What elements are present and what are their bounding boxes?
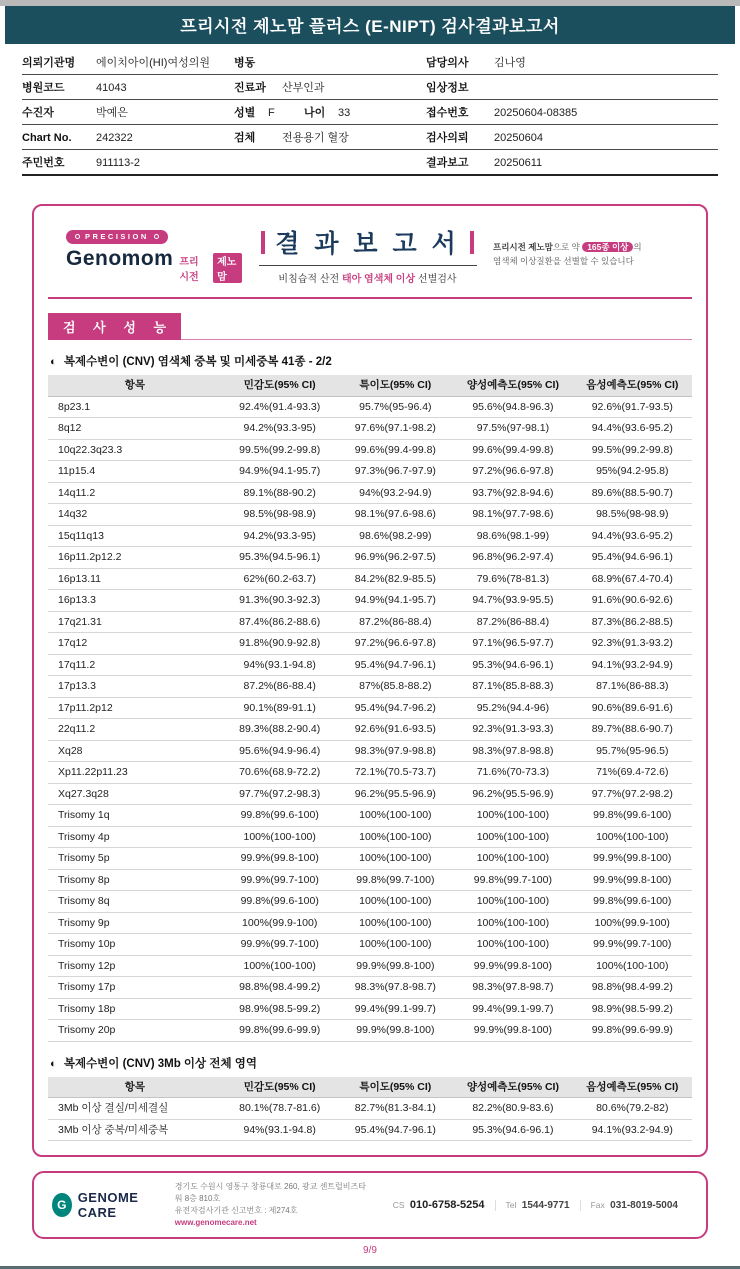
column-header: 항목	[48, 1077, 222, 1098]
row-value: 98.6%(98.2-99)	[338, 525, 454, 547]
row-value: 100%(100-100)	[338, 848, 454, 870]
tel-label: Tel	[505, 1199, 517, 1210]
row-value: 99.9%(99.8-100)	[453, 955, 572, 977]
section-header-row	[48, 313, 692, 340]
patient-info-row	[22, 50, 718, 75]
row-item-name: 16p11.2p12.2	[48, 547, 222, 569]
row-item-name: 17p13.3	[48, 676, 222, 698]
precision-badge-text: PRECISION	[85, 232, 149, 241]
table-row	[48, 826, 692, 848]
row-value: 100%(100-100)	[453, 912, 572, 934]
row-value: 98.3%(97.8-98.8)	[453, 740, 572, 762]
row-value: 82.7%(81.3-84.1)	[338, 1098, 454, 1120]
dot-icon	[75, 234, 80, 239]
row-value: 72.1%(70.5-73.7)	[338, 762, 454, 784]
row-value: 90.1%(89-91.1)	[222, 697, 338, 719]
row-value: 100%(100-100)	[338, 891, 454, 913]
row-value: 99.9%(99.8-100)	[222, 848, 338, 870]
label-age: 나이	[304, 107, 326, 119]
page-number: 9/9	[363, 1245, 377, 1256]
row-value: 99.8%(99.7-100)	[338, 869, 454, 891]
address-line2: 유전자검사기관 신고번호 : 제274호	[174, 1206, 298, 1215]
row-value: 95%(94.2-95.8)	[573, 461, 692, 483]
row-value: 97.3%(96.7-97.9)	[338, 461, 454, 483]
note-mid: 으로 약	[552, 241, 583, 252]
row-value: 97.7%(97.2-98.3)	[222, 783, 338, 805]
value-sex: F	[268, 107, 275, 119]
row-item-name: 8q12	[48, 418, 222, 440]
label-department: 진료과	[234, 82, 266, 94]
label-hospital-code: 병원코드	[22, 82, 65, 94]
row-value: 87.1%(86-88.3)	[573, 676, 692, 698]
cs-contact	[383, 1199, 495, 1211]
row-item-name: 10q22.3q23.3	[48, 439, 222, 461]
patient-info-row	[22, 100, 718, 125]
row-value: 94.4%(93.6-95.2)	[573, 525, 692, 547]
table-row	[48, 977, 692, 999]
report-header	[48, 216, 692, 299]
row-value: 84.2%(82.9-85.5)	[338, 568, 454, 590]
row-value: 100%(100-100)	[573, 955, 692, 977]
report-subtitle	[259, 265, 477, 285]
cnv-table-body	[48, 396, 692, 1041]
report-title: 프리시전 제노맘 플러스 (E-NIPT) 검사결과보고서	[180, 17, 560, 36]
row-value: 100%(100-100)	[338, 805, 454, 827]
label-jumin: 주민번호	[22, 157, 65, 169]
label-report-date: 결과보고	[426, 157, 469, 169]
row-value: 99.9%(99.8-100)	[338, 1020, 454, 1042]
table-row	[48, 934, 692, 956]
row-value: 100%(100-100)	[453, 934, 572, 956]
row-value: 91.6%(90.6-92.6)	[573, 590, 692, 612]
table-row	[48, 1020, 692, 1042]
note-line2: 염색체 이상질환을 선별할 수 있습니다	[493, 255, 634, 266]
table-header-row	[48, 375, 692, 396]
table-row	[48, 439, 692, 461]
table-row	[48, 633, 692, 655]
row-item-name: 17q12	[48, 633, 222, 655]
row-value: 91.3%(90.3-92.3)	[222, 590, 338, 612]
row-item-name: 17p11.2p12	[48, 697, 222, 719]
row-value: 100%(100-100)	[453, 848, 572, 870]
row-value: 94.7%(93.9-95.5)	[453, 590, 572, 612]
row-value: 70.6%(68.9-72.2)	[222, 762, 338, 784]
row-value: 92.3%(91.3-93.2)	[573, 633, 692, 655]
brand-korean-2: 제노맘	[213, 253, 242, 283]
row-value: 92.6%(91.6-93.5)	[338, 719, 454, 741]
row-value: 87.2%(86-88.4)	[222, 676, 338, 698]
row-value: 90.6%(89.6-91.6)	[573, 697, 692, 719]
company-website: www.genomecare.net	[174, 1218, 257, 1227]
row-value: 100%(99.9-100)	[222, 912, 338, 934]
row-value: 99.9%(99.8-100)	[453, 1020, 572, 1042]
cnv-table-caption	[50, 353, 692, 369]
row-value: 99.6%(99.4-99.8)	[338, 439, 454, 461]
row-value: 98.5%(98-98.9)	[222, 504, 338, 526]
row-value: 92.4%(91.4-93.3)	[222, 396, 338, 418]
cs-label: CS	[392, 1200, 405, 1210]
row-value: 98.3%(97.9-98.8)	[338, 740, 454, 762]
row-item-name: 17q11.2	[48, 654, 222, 676]
value-report-date: 20250611	[494, 157, 543, 169]
value-chart-no: 242322	[96, 132, 133, 144]
table-row	[48, 891, 692, 913]
cnv-performance-table	[48, 375, 692, 1042]
tel-number: 1544-9771	[521, 1199, 570, 1211]
brand-korean-1: 프리시전	[179, 257, 199, 283]
label-specimen: 검체	[234, 132, 256, 144]
row-value: 99.8%(99.6-100)	[222, 891, 338, 913]
row-value: 100%(100-100)	[453, 826, 572, 848]
row-value: 94.1%(93.2-94.9)	[573, 654, 692, 676]
column-header: 민감도(95% CI)	[222, 375, 338, 396]
row-value: 87.3%(86.2-88.5)	[573, 611, 692, 633]
section-title-test-performance: 검 사 성 능	[48, 313, 181, 340]
company-name: GENOME CARE	[77, 1190, 139, 1220]
table-row	[48, 568, 692, 590]
patient-info-row	[22, 125, 718, 150]
row-item-name: Trisomy 9p	[48, 912, 222, 934]
label-sex: 성별	[234, 107, 256, 119]
table-row	[48, 805, 692, 827]
table-row	[48, 1098, 692, 1120]
label-org: 의뢰기관명	[22, 57, 76, 69]
row-value: 100%(100-100)	[222, 826, 338, 848]
row-value: 96.8%(96.2-97.4)	[453, 547, 572, 569]
subtitle-highlight: 태아 염색체 이상	[341, 274, 416, 285]
dot-icon	[154, 234, 159, 239]
table-row	[48, 955, 692, 977]
row-item-name: Trisomy 12p	[48, 955, 222, 977]
row-value: 97.2%(96.6-97.8)	[453, 461, 572, 483]
row-value: 99.5%(99.2-99.8)	[573, 439, 692, 461]
row-value: 98.3%(97.8-98.7)	[453, 977, 572, 999]
column-header: 음성예측도(95% CI)	[573, 1077, 692, 1098]
genome-care-logo-icon: G	[52, 1193, 72, 1217]
row-value: 94.2%(93.3-95)	[222, 525, 338, 547]
row-item-name: 17q21.31	[48, 611, 222, 633]
address-line1: 경기도 수원시 영통구 창룡대로 260, 광교 센트럴비즈타워 8층 810호	[174, 1182, 366, 1203]
row-value: 100%(100-100)	[222, 955, 338, 977]
label-patient-name: 수진자	[22, 107, 54, 119]
patient-info-row	[22, 150, 718, 176]
row-value: 87.4%(86.2-88.6)	[222, 611, 338, 633]
row-value: 98.3%(97.8-98.7)	[338, 977, 454, 999]
value-receipt-no: 20250604-08385	[494, 107, 578, 119]
label-request-date: 검사의뢰	[426, 132, 469, 144]
row-value: 87.2%(86-88.4)	[453, 611, 572, 633]
row-item-name: Trisomy 10p	[48, 934, 222, 956]
row-value: 94.9%(94.1-95.7)	[222, 461, 338, 483]
row-value: 99.9%(99.7-100)	[222, 869, 338, 891]
row-value: 100%(100-100)	[338, 912, 454, 934]
note-165-badge: 165종 이상	[582, 242, 633, 252]
row-value: 96.9%(96.2-97.5)	[338, 547, 454, 569]
row-item-name: Trisomy 4p	[48, 826, 222, 848]
title-bar-icon	[261, 231, 265, 254]
row-value: 99.8%(99.6-100)	[573, 891, 692, 913]
row-value: 100%(100-100)	[338, 826, 454, 848]
value-doctor: 김나영	[494, 57, 526, 69]
value-jumin: 911113-2	[96, 157, 141, 169]
subtitle-post: 선별검사	[415, 274, 457, 285]
column-header: 음성예측도(95% CI)	[573, 375, 692, 396]
subtitle-pre: 비침습적 산전	[278, 274, 342, 285]
row-item-name: 14q32	[48, 504, 222, 526]
row-value: 95.3%(94.6-96.1)	[453, 654, 572, 676]
row-value: 89.3%(88.2-90.4)	[222, 719, 338, 741]
row-value: 95.4%(94.6-96.1)	[573, 547, 692, 569]
column-header: 특이도(95% CI)	[338, 375, 454, 396]
table-row	[48, 482, 692, 504]
row-value: 99.9%(99.8-100)	[338, 955, 454, 977]
row-value: 80.1%(78.7-81.6)	[222, 1098, 338, 1120]
row-value: 98.9%(98.5-99.2)	[573, 998, 692, 1020]
row-value: 99.8%(99.7-100)	[453, 869, 572, 891]
row-item-name: Xq28	[48, 740, 222, 762]
company-footer	[32, 1171, 708, 1239]
table-row	[48, 783, 692, 805]
value-specimen: 전용용기 혈장	[282, 132, 349, 144]
row-item-name: 15q11q13	[48, 525, 222, 547]
cnv-table-caption-text: 복제수변이 (CNV) 염색체 중복 및 미세중복 41종 - 2/2	[63, 356, 332, 368]
row-value: 98.8%(98.4-99.2)	[573, 977, 692, 999]
row-value: 96.2%(95.5-96.9)	[453, 783, 572, 805]
result-report-title: 결 과 보 고 서	[275, 230, 460, 258]
table-row	[48, 611, 692, 633]
row-value: 98.8%(98.4-99.2)	[222, 977, 338, 999]
row-value: 94%(93.2-94.9)	[338, 482, 454, 504]
row-value: 98.6%(98.1-99)	[453, 525, 572, 547]
row-value: 71.6%(70-73.3)	[453, 762, 572, 784]
row-value: 98.1%(97.6-98.6)	[338, 504, 454, 526]
row-value: 95.2%(94.4-96)	[453, 697, 572, 719]
cnv-3mb-table-body	[48, 1098, 692, 1141]
row-value: 80.6%(79.2-82)	[573, 1098, 692, 1120]
table-row	[48, 697, 692, 719]
precision-badge	[66, 230, 168, 244]
row-value: 82.2%(80.9-83.6)	[453, 1098, 572, 1120]
row-value: 95.4%(94.7-96.1)	[338, 654, 454, 676]
row-value: 96.2%(95.5-96.9)	[338, 783, 454, 805]
row-value: 100%(100-100)	[453, 805, 572, 827]
column-header: 양성예측도(95% CI)	[453, 375, 572, 396]
row-value: 94.4%(93.6-95.2)	[573, 418, 692, 440]
table-row	[48, 396, 692, 418]
table-row	[48, 504, 692, 526]
value-request-date: 20250604	[494, 132, 543, 144]
result-report-box	[32, 204, 708, 1157]
report-page	[0, 6, 740, 1269]
row-value: 99.8%(99.6-100)	[573, 805, 692, 827]
row-value: 99.5%(99.2-99.8)	[222, 439, 338, 461]
report-title-block	[252, 224, 483, 285]
value-org: 에이치아이(HI)여성의원	[96, 57, 210, 69]
value-hospital-code: 41043	[96, 82, 127, 94]
row-value: 97.5%(97-98.1)	[453, 418, 572, 440]
row-value: 97.1%(96.5-97.7)	[453, 633, 572, 655]
column-header: 민감도(95% CI)	[222, 1077, 338, 1098]
row-value: 100%(100-100)	[573, 826, 692, 848]
table-row	[48, 848, 692, 870]
row-value: 95.6%(94.8-96.3)	[453, 396, 572, 418]
table-row	[48, 762, 692, 784]
row-item-name: Trisomy 17p	[48, 977, 222, 999]
value-patient-name: 박예은	[96, 107, 128, 119]
fax-number: 031-8019-5004	[610, 1199, 678, 1211]
row-item-name: Xq27.3q28	[48, 783, 222, 805]
row-value: 99.6%(99.4-99.8)	[453, 439, 572, 461]
row-item-name: 3Mb 이상 결실/미세결실	[48, 1098, 222, 1120]
column-header: 특이도(95% CI)	[338, 1077, 454, 1098]
cnv-3mb-table-caption	[50, 1055, 692, 1071]
row-value: 95.3%(94.5-96.1)	[222, 547, 338, 569]
row-value: 99.9%(99.8-100)	[573, 848, 692, 870]
label-clinical-info: 임상정보	[426, 82, 469, 94]
table-header-row	[48, 1077, 692, 1098]
contact-info	[383, 1199, 688, 1211]
row-value: 68.9%(67.4-70.4)	[573, 568, 692, 590]
row-value: 94.1%(93.2-94.9)	[573, 1119, 692, 1141]
row-value: 97.6%(97.1-98.2)	[338, 418, 454, 440]
row-value: 99.8%(99.6-100)	[222, 805, 338, 827]
row-value: 98.1%(97.7-98.6)	[453, 504, 572, 526]
cnv-3mb-table-caption-text: 복제수변이 (CNV) 3Mb 이상 전체 영역	[63, 1057, 257, 1070]
row-value: 89.1%(88-90.2)	[222, 482, 338, 504]
table-row	[48, 719, 692, 741]
row-value: 87.1%(85.8-88.3)	[453, 676, 572, 698]
table-row	[48, 654, 692, 676]
fax-label: Fax	[590, 1199, 605, 1210]
brand-wordmark: Genomom	[66, 247, 174, 270]
genomom-logo	[52, 226, 242, 283]
row-value: 99.9%(99.7-100)	[573, 934, 692, 956]
row-item-name: 8p23.1	[48, 396, 222, 418]
row-item-name: 22q11.2	[48, 719, 222, 741]
column-header: 항목	[48, 375, 222, 396]
row-value: 62%(60.2-63.7)	[222, 568, 338, 590]
row-value: 99.8%(99.6-99.9)	[222, 1020, 338, 1042]
half-circle-icon: ◐	[50, 1057, 57, 1070]
row-value: 95.7%(95-96.4)	[338, 396, 454, 418]
row-value: 99.4%(99.1-99.7)	[338, 998, 454, 1020]
value-department: 산부인과	[282, 82, 325, 94]
row-value: 94.2%(93.3-95)	[222, 418, 338, 440]
row-item-name: 3Mb 이상 중복/미세중복	[48, 1119, 222, 1141]
row-item-name: 11p15.4	[48, 461, 222, 483]
row-value: 98.9%(98.5-99.2)	[222, 998, 338, 1020]
row-value: 100%(99.9-100)	[573, 912, 692, 934]
row-value: 95.6%(94.9-96.4)	[222, 740, 338, 762]
label-chart-no: Chart No.	[22, 132, 72, 144]
half-circle-icon: ◐	[50, 356, 57, 368]
row-item-name: Trisomy 8q	[48, 891, 222, 913]
fax-contact	[580, 1200, 688, 1211]
table-row	[48, 418, 692, 440]
row-value: 99.4%(99.1-99.7)	[453, 998, 572, 1020]
row-value: 99.8%(99.6-99.9)	[573, 1020, 692, 1042]
row-value: 79.6%(78-81.3)	[453, 568, 572, 590]
row-value: 94%(93.1-94.8)	[222, 654, 338, 676]
row-item-name: 14q11.2	[48, 482, 222, 504]
row-item-name: Trisomy 20p	[48, 1020, 222, 1042]
row-item-name: Trisomy 18p	[48, 998, 222, 1020]
row-value: 98.5%(98-98.9)	[573, 504, 692, 526]
row-value: 92.6%(91.7-93.5)	[573, 396, 692, 418]
tel-contact	[495, 1200, 580, 1211]
row-value: 94.9%(94.1-95.7)	[338, 590, 454, 612]
row-item-name: 16p13.3	[48, 590, 222, 612]
row-item-name: Trisomy 8p	[48, 869, 222, 891]
title-bar-icon	[470, 231, 474, 254]
row-value: 94%(93.1-94.8)	[222, 1119, 338, 1141]
row-value: 93.7%(92.8-94.6)	[453, 482, 572, 504]
table-row	[48, 590, 692, 612]
row-value: 97.7%(97.2-98.2)	[573, 783, 692, 805]
row-item-name: Xp11.22p11.23	[48, 762, 222, 784]
row-value: 71%(69.4-72.6)	[573, 762, 692, 784]
column-header: 양성예측도(95% CI)	[453, 1077, 572, 1098]
row-value: 92.3%(91.3-93.3)	[453, 719, 572, 741]
report-title-banner	[5, 6, 735, 44]
note-end: 의	[633, 241, 642, 252]
row-value: 99.9%(99.7-100)	[222, 934, 338, 956]
row-value: 91.8%(90.9-92.8)	[222, 633, 338, 655]
row-value: 95.7%(95-96.5)	[573, 740, 692, 762]
table-row	[48, 998, 692, 1020]
label-receipt-no: 접수번호	[426, 107, 469, 119]
label-doctor: 담당의사	[426, 57, 469, 69]
patient-info-section	[22, 50, 718, 176]
genome-care-logo	[52, 1190, 163, 1220]
row-value: 87%(85.8-88.2)	[338, 676, 454, 698]
row-item-name: Trisomy 1q	[48, 805, 222, 827]
table-row	[48, 740, 692, 762]
table-row	[48, 869, 692, 891]
row-value: 95.4%(94.7-96.2)	[338, 697, 454, 719]
row-value: 97.2%(96.6-97.8)	[338, 633, 454, 655]
note-brand: 프리시전 제노맘	[493, 241, 553, 252]
company-address	[175, 1181, 371, 1229]
row-value: 95.3%(94.6-96.1)	[453, 1119, 572, 1141]
row-value: 89.6%(88.5-90.7)	[573, 482, 692, 504]
table-row	[48, 525, 692, 547]
cs-number: 010-6758-5254	[409, 1199, 485, 1211]
table-row	[48, 547, 692, 569]
table-row	[48, 676, 692, 698]
table-row	[48, 461, 692, 483]
row-value: 99.9%(99.8-100)	[573, 869, 692, 891]
row-value: 95.4%(94.7-96.1)	[338, 1119, 454, 1141]
patient-info-row	[22, 75, 718, 100]
row-value: 100%(100-100)	[338, 934, 454, 956]
header-note	[493, 241, 688, 268]
table-row	[48, 912, 692, 934]
row-value: 89.7%(88.6-90.7)	[573, 719, 692, 741]
row-item-name: 16p13.11	[48, 568, 222, 590]
row-value: 87.2%(86-88.4)	[338, 611, 454, 633]
value-age: 33	[338, 107, 351, 119]
cnv-3mb-performance-table	[48, 1077, 692, 1142]
row-item-name: Trisomy 5p	[48, 848, 222, 870]
row-value: 100%(100-100)	[453, 891, 572, 913]
table-row	[48, 1119, 692, 1141]
label-ward: 병동	[234, 57, 256, 69]
